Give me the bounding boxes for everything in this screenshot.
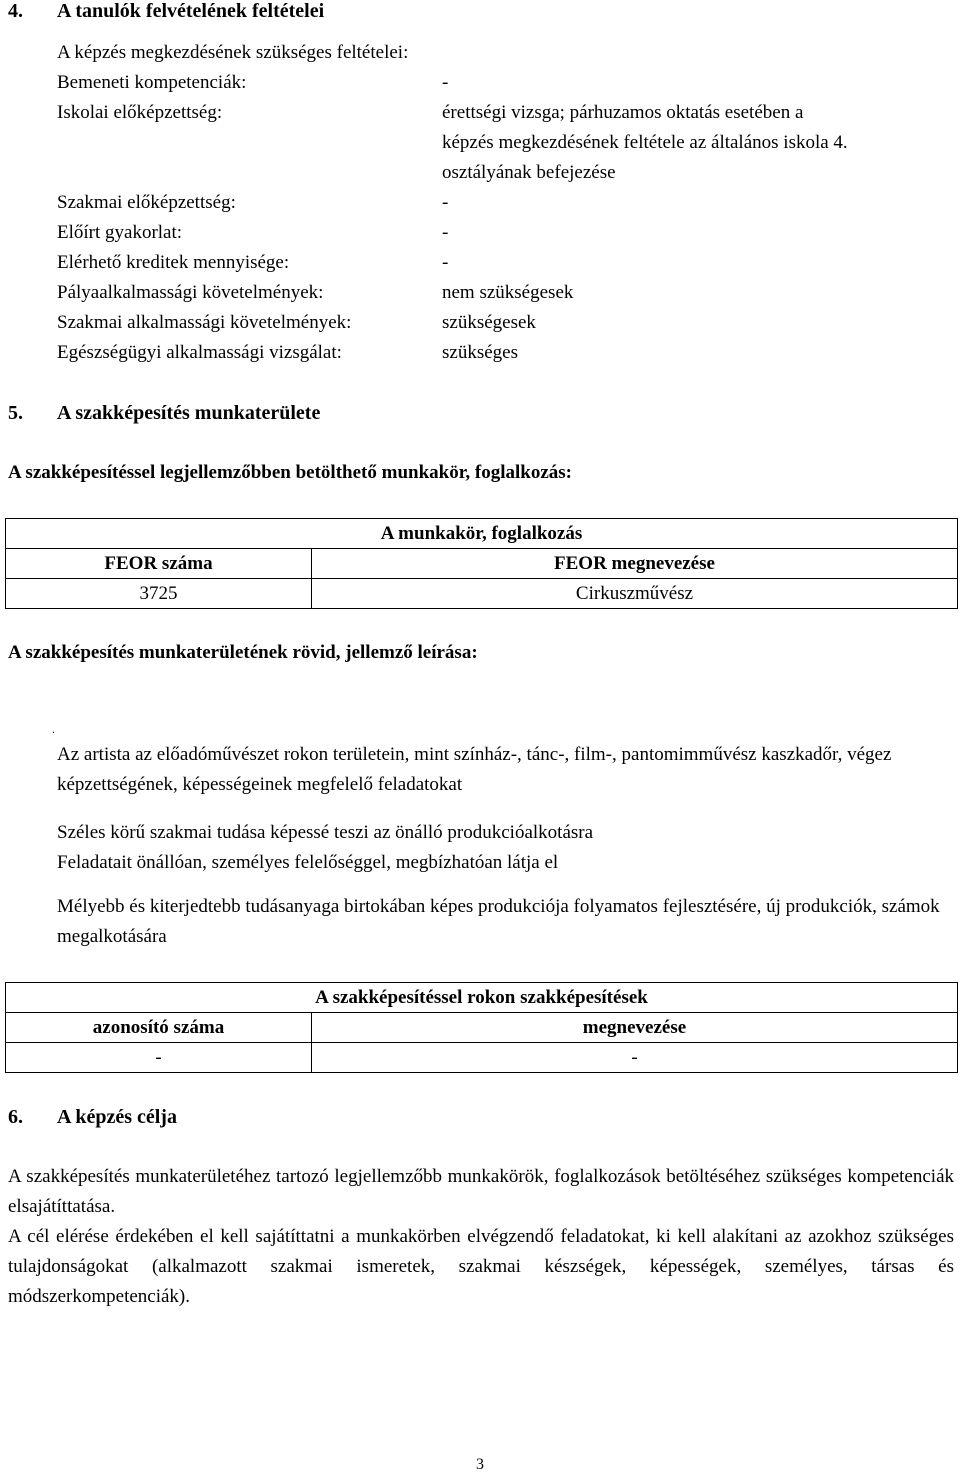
name-cell: - [312, 1043, 958, 1073]
requirement-row [0, 218, 960, 248]
requirement-value: nem szükségesek [442, 282, 574, 303]
goal-paragraph: A szakképesítés munkaterületéhez tartozó legjellemzőbb munkakörök, foglalkozások betöltéséhez szükséges kompetenciák elsajátíttatása. [8, 1166, 954, 1217]
section-6-title: A képzés célja [57, 1106, 177, 1128]
name-header: megnevezése [312, 1013, 958, 1043]
requirement-value: - [442, 252, 449, 273]
requirement-value: - [442, 192, 449, 213]
requirement-label: Szakmai alkalmassági követelmények: [57, 312, 352, 333]
requirement-row [0, 278, 960, 308]
bullet-mark: . [52, 722, 55, 736]
id-number-header: azonosító száma [6, 1013, 312, 1043]
page-number: 3 [476, 1456, 484, 1473]
requirement-row [0, 248, 960, 278]
requirement-value: - [442, 72, 449, 93]
requirement-value-line: érettségi vizsga; párhuzamos oktatás esetében a [442, 102, 804, 123]
feor-name-cell: Cirkuszművész [312, 579, 958, 609]
requirement-value-line: osztályának befejezése [442, 162, 616, 183]
section-4-number: 4. [8, 0, 23, 22]
requirement-value: szükséges [442, 342, 518, 363]
section-4-heading [0, 0, 960, 26]
requirement-row [0, 68, 960, 98]
feor-number-header: FEOR száma [6, 549, 312, 579]
requirement-label: Szakmai előképzettség: [57, 192, 236, 213]
description-title: A szakképesítés munkaterületének rövid, jellemző leírása: [8, 642, 478, 663]
description-paragraph: Mélyebb és kiterjedtebb tudásanyaga birtokában képes produkciója folyamatos fejlesztésére, új produkciók, számok megalkotására [57, 896, 940, 947]
section-4-title: A tanulók felvételének feltételei [57, 0, 325, 22]
occupation-subtitle: A szakképesítéssel legjellemzőbben betölthető munkakör, foglalkozás: [8, 462, 573, 483]
requirement-label: Bemeneti kompetenciák: [57, 72, 247, 93]
feor-number-cell: 3725 [6, 579, 312, 609]
feor-name-header: FEOR megnevezése [312, 549, 958, 579]
requirement-label: Iskolai előképzettség: [57, 102, 223, 123]
section-6-heading [0, 1102, 960, 1132]
requirement-label: Elérhető kreditek mennyisége: [57, 252, 290, 273]
requirement-value: - [442, 222, 449, 243]
section-5-title: A szakképesítés munkaterülete [57, 402, 321, 424]
section-5-number: 5. [8, 402, 23, 424]
requirement-label: Pályaalkalmassági követelmények: [57, 282, 324, 303]
goal-paragraph: A cél elérése érdekében el kell sajátíttatni a munkakörben elvégzendő feladatokat, ki kell alakítani az azokhoz szükséges tulajdonságokat (alkalmazott szakmai ismeretek, szakmai készségek, képességek, személyes, társas és módszerkompetenciák). [8, 1226, 954, 1307]
occupation-table [5, 518, 958, 609]
occupation-table-caption: A munkakör, foglalkozás [6, 519, 958, 549]
section-6-number: 6. [8, 1106, 23, 1128]
requirement-value-line: képzés megkezdésének feltétele az általános iskola 4. [442, 132, 848, 153]
requirement-row [0, 308, 960, 338]
requirement-label: Egészségügyi alkalmassági vizsgálat: [57, 342, 342, 363]
id-number-cell: - [6, 1043, 312, 1073]
description-paragraph: Széles körű szakmai tudása képessé teszi az önálló produkcióalkotásra [57, 822, 594, 843]
requirement-row [0, 188, 960, 218]
related-qualifications-table [5, 982, 958, 1073]
table-row [6, 1043, 958, 1073]
related-table-caption: A szakképesítéssel rokon szakképesítések [6, 983, 958, 1013]
requirement-value: szükségesek [442, 312, 536, 333]
admission-intro: A képzés megkezdésének szükséges feltételei: [57, 42, 409, 63]
requirement-row [0, 338, 960, 368]
section-5-heading [0, 398, 960, 428]
description-paragraph: Feladatait önállóan, személyes felelőséggel, megbízhatóan látja el [57, 852, 559, 873]
table-row [6, 579, 958, 609]
requirement-row [0, 98, 960, 188]
requirement-label: Előírt gyakorlat: [57, 222, 183, 243]
description-paragraph: Az artista az előadóművészet rokon területein, mint színház-, tánc-, film-, pantomimművész kaszkadőr, végez képzettségének, képességeinek megfelelő feladatokat [57, 744, 892, 795]
